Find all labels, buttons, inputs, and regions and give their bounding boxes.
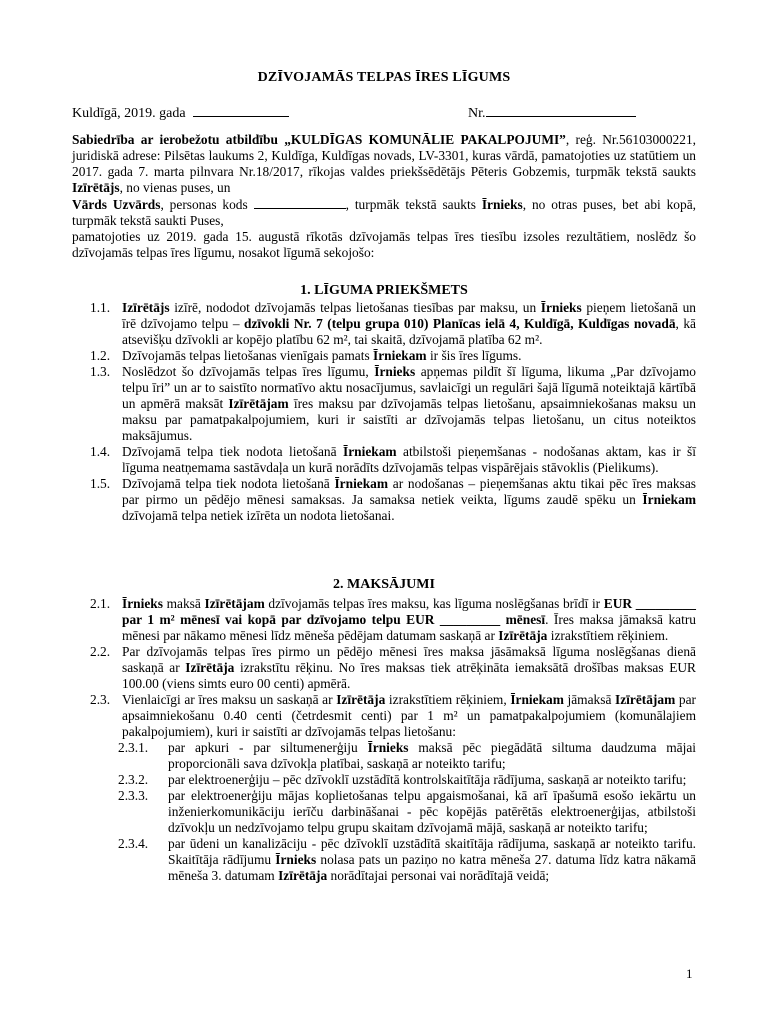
clause-1-1: 1.1. Izīrētājs izīrē, nododot dzīvojamās telpas lietošanas tiesības par maksu, un Īrnieks pieņem lietošanā un īrē dzīvojamo telpu – dzīvokli Nr. 7 (telpu grupa 010) Planīcas ielā 4, Kuldīgā, Kuldīgas novadā, kā atsevišķu dzīvokli ar kopējo platību 62 m², tai skaitā, dzīvojamā platība 62 m². xyxy=(90,300,696,347)
tenant-term: Īrnieks xyxy=(481,197,523,212)
clause-2-3-1: 2.3.1. par apkuri - par siltumenerģiju Īrnieks maksā pēc piegādātā siltuma daudzuma mājai proporcionāli sava dzīvokļa platībai, saskaņā ar noteikto tarifu; xyxy=(118,740,696,771)
contract-number xyxy=(468,104,636,122)
nr-label: Nr. xyxy=(468,106,486,121)
intro-paragraph-basis: pamatojoties uz 2019. gada 15. augustā rīkotās dzīvojamās telpas īres tiesību izsoles rezultātiem, noslēdz šo dzīvojamās telpas īres līgumu, nosakot līgumā sekojošo: xyxy=(72,229,696,260)
landlord-term: Izīrētājs xyxy=(72,180,120,195)
section-1-items xyxy=(72,300,696,524)
intro-paragraph-tenant: Vārds Uzvārds, personas kods , turpmāk tekstā saukts Īrnieks, no otras puses, bet abi kopā, turpmāk tekstā saukti Puses, xyxy=(72,197,696,228)
date-blank[interactable] xyxy=(193,104,289,117)
clause-2-3: 2.3. Vienlaicīgi ar īres maksu un saskaņā ar Izīrētāja izrakstītiem rēķiniem, Īrniekam jāmaksā Izīrētājam par apsaimniekošanu 0.40 centi (četrdesmit centi) par 1 m² un pamatpakalpojumiem (komunālajiem pakalpojumiem), kuri ir saistīti ar dzīvojamās telpas lietošanu: xyxy=(90,692,696,739)
clause-2-3-3: 2.3.3. par elektroenerģiju mājas koplietošanas telpu apgaismošanai, kā arī īpašumā esošo iekārtu un inženierkomunikāciju ierīču darbināšanai - pēc kopējās patērētās elektroenerģijas, atbilstoši dzīvokļu un nedzīvojamo telpu grupu skaitam dzīvojamā mājā, saskaņā ar noteikto tarifu; xyxy=(118,788,696,835)
clause-1-3: 1.3. Noslēdzot šo dzīvojamās telpas īres līgumu, Īrnieks apņemas pildīt šī līguma, likuma „Par dzīvojamo telpu īri” un ar to saistīto normatīvo aktu nosacījumus, savlaicīgi un regulāri šajā līgumā noteiktajā kārtībā un apmērā maksāt Izīrētājam īres maksu par dzīvojamās telpas lietošanu, apsaimniekošanas maksu un maksu par pamatpakalpojumiem, kuri ir saistīti ar dzīvojamās telpas lietošanu, un citus noteiktos maksājumus. xyxy=(90,364,697,443)
clause-2-3-4: 2.3.4. par ūdeni un kanalizāciju - pēc dzīvoklī uzstādītā skaitītāja rādījuma, saskaņā ar noteikto tarifu. Skaitītāja rādījumu Īrnieks nolasa pats un paziņo no katra mēneša 27. datuma līdz katra nākamā mēneša 3. datumam Izīrētāja norādītajai personai vai norādītajā veidā; xyxy=(118,836,697,883)
document-title: DZĪVOJAMĀS TELPAS ĪRES LĪGUMS xyxy=(257,70,511,85)
clause-2-3-2: 2.3.2. par elektroenerģiju – pēc dzīvoklī uzstādītā kontrolskaitītāja rādījuma, saskaņā ar noteikto tarifu; xyxy=(118,772,687,787)
place-date-line xyxy=(72,104,692,122)
personal-code-blank[interactable] xyxy=(254,196,346,209)
clause-1-4: 1.4. Dzīvojamā telpa tiek nodota lietošanā Īrniekam atbilstoši pieņemšanas - nodošanas aktam, kas ir šī līguma neatņemama sastāvdaļa un kurā norādīts dzīvojamās telpas vispārējais stāvoklis (Pielikums). xyxy=(90,444,696,475)
intro-block xyxy=(72,132,696,261)
section-2-heading: 2. MAKSĀJUMI xyxy=(333,577,435,592)
company-name: Sabiedrība ar ierobežotu atbildību „KULDĪGAS KOMUNĀLIE PAKALPOJUMI” xyxy=(72,132,566,147)
page-number: 1 xyxy=(686,966,693,981)
tenant-name: Vārds Uzvārds xyxy=(72,197,161,212)
clause-2-2: 2.2. Par dzīvojamās telpas īres pirmo un pēdējo mēnesi īres maksa jāsāmaksā līguma noslēgšanas dienā saskaņā ar Izīrētāja izrakstītu rēķinu. No īres maksas tiek atrēķināta iemaksātā drošības maksas EUR 100.00 (viens simts euro 00 centi) apmērā. xyxy=(90,644,696,691)
place-date: Kuldīgā, 2019. gada xyxy=(72,106,186,121)
clause-1-2: 1.2. Dzīvojamās telpas lietošanas vienīgais pamats Īrniekam ir šis īres līgums. xyxy=(90,348,522,363)
clause-1-5: 1.5. Dzīvojamā telpa tiek nodota lietošanā Īrniekam ar nodošanas – pieņemšanas aktu tikai pēc īres maksas par pirmo un pēdējo mēnesi samaksas. Ja samaksa netiek veikta, līgums zaudē spēku un Īrniekam dzīvojamā telpa netiek izīrēta un nodota lietošanai. xyxy=(90,476,696,523)
section-1-heading: 1. LĪGUMA PRIEKŠMETS xyxy=(300,283,468,298)
section-2-items xyxy=(72,596,696,884)
intro-paragraph-landlord: Sabiedrība ar ierobežotu atbildību „KULDĪGAS KOMUNĀLIE PAKALPOJUMI”, reģ. Nr.56103000221, juridiskā adrese: Pilsētas laukums 2, Kuldīga, Kuldīgas novads, LV-3301, kuras vārdā, pamatojoties uz statūtiem un 2017. gada 7. marta pilnvara Nr.18/2017, rīkojas valdes priekšsēdētājs Pēteris Gobzemis, turpmāk tekstā saukts Izīrētājs, no vienas puses, un xyxy=(72,132,696,195)
clause-2-1: 2.1. Īrnieks maksā Izīrētājam dzīvojamās telpas īres maksu, kas līguma noslēgšanas brīdī ir EUR _________ par 1 m² mēnesī vai kopā par dzīvojamo telpu EUR _________ mēnesī. Īres maksa jāmaksā katru mēnesi par nākamo mēnesi līdz mēneša pēdējam datumam saskaņā ar Izīrētāja izrakstītiem rēķiniem. xyxy=(90,596,696,643)
nr-blank[interactable] xyxy=(486,104,636,117)
